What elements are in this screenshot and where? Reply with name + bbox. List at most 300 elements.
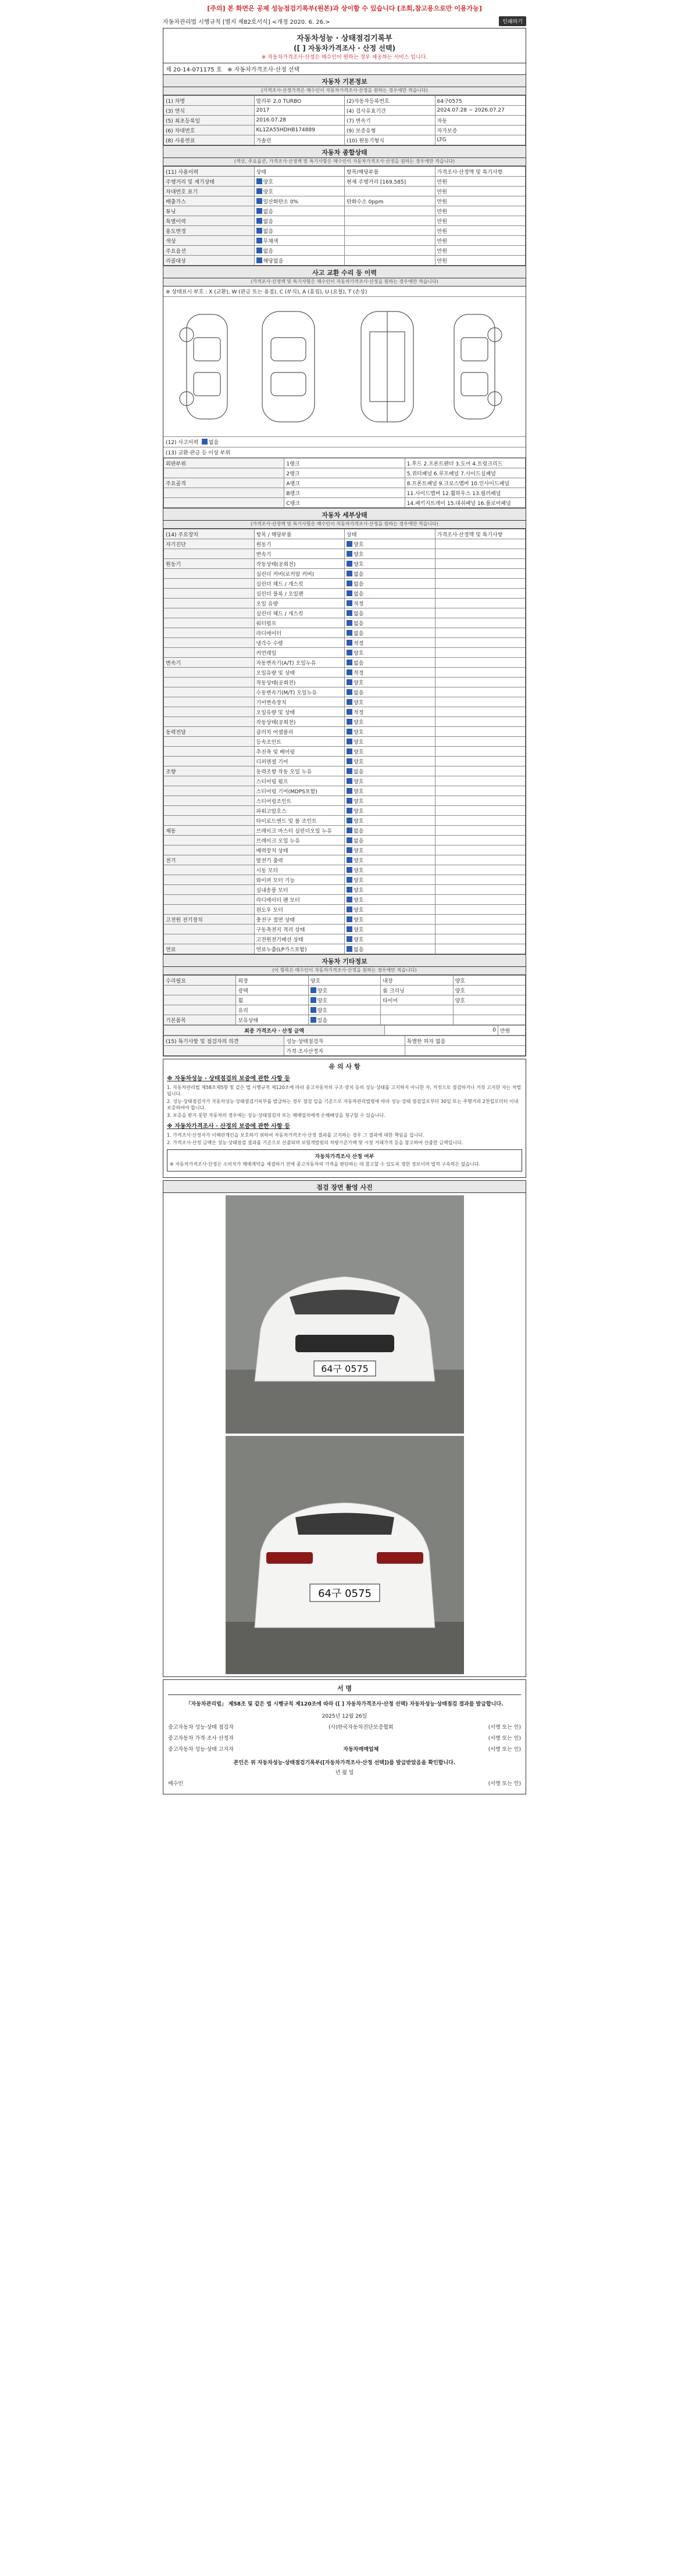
detail-row-cell	[435, 885, 526, 895]
status-row-cell	[435, 256, 526, 266]
other-info-row-text: 양호	[317, 1008, 328, 1014]
checked-box	[347, 818, 352, 823]
status-row-text: 만원	[437, 248, 447, 255]
detail-row-text: 조향	[166, 769, 176, 775]
status-row-text: 튜닝	[166, 209, 176, 215]
detail-row	[164, 668, 526, 678]
status-row-cell	[254, 206, 345, 216]
form-subtitle: ([ ] 자동차가격조사 · 산정 선택)	[294, 44, 395, 52]
detail-row-cell	[435, 707, 526, 717]
other-info-row-text: 양호	[317, 988, 328, 994]
checked-box	[347, 867, 352, 873]
detail-row-cell	[435, 915, 526, 925]
detail-row-text: 양호	[354, 887, 364, 894]
detail-row	[164, 934, 526, 944]
detail-row-text: 충전구 절연 상태	[256, 917, 295, 923]
status-row-text: 주행거리 및 계기상태	[166, 179, 215, 185]
detail-row-cell	[164, 687, 255, 697]
detail-row-text: 동력조향 작동 오일 누유	[256, 769, 312, 775]
detail-row-text: 오일 유량	[256, 601, 279, 607]
checked-box	[347, 581, 352, 586]
detail-row	[164, 885, 526, 895]
checked-box	[347, 630, 352, 636]
status-row-text: 상태	[256, 169, 266, 175]
accident-row-cell	[284, 498, 405, 508]
photo-section	[163, 1180, 526, 1677]
checked-box	[347, 808, 352, 814]
detail-row-text: 발전기 출력	[256, 858, 283, 864]
status-row-cell	[254, 226, 345, 236]
checked-box	[256, 228, 262, 234]
other-info-row-text: 양호	[310, 978, 321, 984]
detail-row-text: 고전원 전기장치	[166, 917, 203, 923]
price-selection-text: ※ 자동차가격조사·산정은 소비자가 매매계약을 체결하기 전에 중고자동차의 가격을 판단하는 데 참고할 수 있도록 정한 정보이며 법적 구속력은 없습니다.	[170, 1162, 481, 1167]
detail-row-cell	[345, 569, 435, 579]
checked-box	[347, 748, 352, 754]
status-row-text: 만원	[437, 209, 447, 215]
other-info-subtitle: (이 항목은 매수인이 자동차가격조사·산정을 원하는 경우에만 적습니다)	[163, 967, 526, 975]
detail-row-text: 구동축전지 격리 상태	[256, 927, 305, 933]
detail-row-text: 상태	[347, 532, 357, 538]
detail-row-text: 없음	[354, 690, 364, 696]
detail-row-cell	[164, 875, 255, 885]
detail-row-text: 오일유량 및 상태	[256, 710, 295, 716]
other-info-row-cell	[381, 986, 453, 995]
detail-row-cell	[164, 934, 255, 944]
basic-info-row-cell	[345, 106, 435, 116]
basic-info-row-cell	[435, 135, 526, 145]
final-price-value: 0	[385, 1026, 498, 1036]
detail-row-cell	[345, 944, 435, 954]
buyer-confirm-text: 본인은 위 자동차성능·상태점검기록부([자동차가격조사·산정 선택])를 발급받았음을 확인합니다.	[233, 1760, 456, 1766]
detail-row-cell	[254, 865, 345, 875]
status-row	[164, 196, 526, 206]
detail-row-cell	[164, 796, 255, 806]
detail-row-text: 양호	[354, 927, 364, 933]
detail-row-cell	[345, 905, 435, 915]
detail-row	[164, 855, 526, 865]
price-check-label: ※ 자동차가격조사·산정 선택	[227, 67, 300, 73]
detail-row-cell	[164, 697, 255, 707]
detail-row-cell	[164, 737, 255, 747]
detail-row-text: 브레이크 오일 누유	[256, 838, 300, 844]
detail-row-cell	[164, 905, 255, 915]
checked-box	[347, 551, 352, 557]
other-info-row	[164, 976, 526, 986]
detail-row-cell	[254, 796, 345, 806]
accident-row-cell	[405, 488, 525, 498]
basic-info-row	[164, 126, 526, 135]
detail-row	[164, 599, 526, 608]
checked-box	[347, 729, 352, 735]
other-info-row-text: 외장	[238, 978, 248, 984]
buyer-seal: (서명 또는 인)	[488, 1781, 521, 1787]
status-row-cell	[345, 167, 435, 177]
detail-row-cell	[164, 549, 255, 559]
detail-row	[164, 618, 526, 628]
checked-box	[310, 1017, 316, 1023]
detail-row-cell	[254, 934, 345, 944]
other-info-row-cell	[453, 976, 525, 986]
price-selection-box	[167, 1149, 522, 1171]
checked-box	[347, 758, 352, 764]
accident-legend-note: ※ 상태표시 부호 : X (교환), W (판금 또는 용접), C (부식), A (흠집), U (요철), T (손상)	[163, 286, 526, 297]
status-row	[164, 226, 526, 236]
checked-box	[347, 660, 352, 665]
detail-row-cell	[164, 618, 255, 628]
checked-box	[347, 600, 352, 606]
detail-row-cell	[164, 786, 255, 796]
detail-row-cell	[435, 816, 526, 826]
other-info-row-cell	[236, 1015, 308, 1025]
detail-row-text: 스티어링조인트	[256, 798, 292, 805]
detail-row-text: 변속기	[256, 551, 272, 558]
law-reference: 자동차관리법 시행규칙 [별지 제82호서식] <개정 2020. 6. 26.>	[163, 19, 330, 26]
checked-box	[347, 768, 352, 774]
inspector-row	[164, 1036, 526, 1046]
detail-row-text: 양호	[354, 759, 364, 765]
detail-row-cell	[345, 697, 435, 707]
detail-row-cell	[164, 806, 255, 816]
replaced-parts-title: (13) 교환·판금 등 이상 부위	[163, 447, 526, 458]
price-selection-title: 자동차가격조사 산정 여부	[315, 1154, 374, 1160]
detail-row-text: 없음	[354, 947, 364, 953]
detail-row	[164, 925, 526, 934]
status-row-cell	[345, 196, 435, 206]
detail-row-cell	[435, 549, 526, 559]
detail-row-cell	[254, 757, 345, 766]
detail-row	[164, 816, 526, 826]
accident-row-cell	[405, 478, 525, 488]
other-info-row	[164, 1015, 526, 1025]
detail-row-cell	[345, 559, 435, 569]
detail-row	[164, 687, 526, 697]
detail-row	[164, 786, 526, 796]
accident-row-text: C랭크	[286, 500, 301, 507]
detail-row-text: 브레이크 마스터 실린더오일 누유	[256, 828, 332, 834]
accident-row-cell	[164, 468, 284, 478]
buyer-date: 년 월 일	[335, 1770, 354, 1776]
final-price-table	[163, 1025, 526, 1036]
basic-info-row-text: (8) 사용연료	[166, 138, 195, 144]
status-row-text: 색상	[166, 238, 176, 245]
detail-row-cell	[254, 658, 345, 668]
detail-row-cell	[254, 766, 345, 776]
other-info-row	[164, 986, 526, 995]
accident-row	[164, 488, 526, 498]
signer-org-dealer: 자동차매매업체	[343, 1747, 379, 1753]
checked-box	[347, 709, 352, 715]
detail-row-text: 실내송풍 모터	[256, 887, 288, 894]
detail-row-text: 없음	[354, 828, 364, 834]
basic-info-row-text: KL1ZA55HDHB174889	[256, 127, 315, 133]
car-outline-diagram	[163, 297, 527, 436]
final-price-unit: 만원	[498, 1026, 526, 1036]
status-row-cell	[164, 256, 255, 266]
detail-row	[164, 589, 526, 599]
other-info-row	[164, 995, 526, 1005]
inspector-row	[164, 1046, 526, 1056]
detail-row-cell	[164, 628, 255, 638]
other-info-row-cell	[164, 1015, 236, 1025]
status-row-cell	[164, 167, 255, 177]
detail-row-cell	[254, 599, 345, 608]
basic-info-row-text: 2024.07.28 ~ 2026.07.27	[437, 108, 505, 113]
other-info-row-cell	[164, 976, 236, 986]
detail-row-cell	[435, 875, 526, 885]
basic-info-row-cell	[435, 106, 526, 116]
detail-row-cell	[254, 776, 345, 786]
basic-info-row-text: 자가보증	[437, 128, 458, 134]
checked-box	[347, 590, 352, 596]
detail-row-text: 양호	[354, 848, 364, 854]
detail-row-cell	[435, 776, 526, 786]
status-row-cell	[345, 216, 435, 226]
checked-box	[256, 208, 262, 214]
detail-row-text: 등속조인트	[256, 739, 281, 746]
detail-row-cell	[435, 757, 526, 766]
print-button[interactable]: 인쇄하기	[499, 16, 526, 26]
other-info-row-text: 양호	[455, 978, 465, 984]
detail-row	[164, 757, 526, 766]
detail-row-cell	[254, 678, 345, 687]
basic-info-row-text: LTG	[437, 137, 447, 143]
status-row	[164, 236, 526, 246]
detail-row-cell	[164, 608, 255, 618]
basic-info-row-cell	[254, 116, 345, 126]
detail-row-cell	[435, 905, 526, 915]
other-info-row-cell	[453, 1005, 525, 1015]
detail-row-text: 양호	[354, 897, 364, 904]
detail-row-cell	[164, 589, 255, 599]
other-info-row-cell	[164, 995, 236, 1005]
other-info-row-cell	[308, 1015, 380, 1025]
status-row-cell	[435, 216, 526, 226]
detail-row-text: 양호	[354, 868, 364, 874]
accident-row-cell	[405, 498, 525, 508]
other-info-row-text: 있음	[317, 1017, 328, 1024]
inspector-row-text: 성능·상태점검자	[286, 1038, 324, 1045]
detail-row-cell	[254, 589, 345, 599]
status-row-text: 만원	[437, 179, 447, 185]
signer-org-inspector: (사)한국자동차진단보증협회	[329, 1725, 394, 1731]
detail-row-text: 양호	[354, 779, 364, 785]
detail-row-cell	[164, 895, 255, 905]
detail-row	[164, 569, 526, 579]
other-info-row-cell	[381, 976, 453, 986]
status-row-cell	[345, 226, 435, 236]
accident-parts-table	[163, 458, 526, 508]
detail-row-text: 없음	[354, 581, 364, 587]
inspector-row-cell	[284, 1036, 405, 1046]
status-row	[164, 246, 526, 256]
other-info-row-cell	[236, 995, 308, 1005]
detail-row-text: 클러치 어셈블리	[256, 729, 294, 736]
accident-row	[164, 498, 526, 508]
detail-row-text: 양호	[354, 680, 364, 686]
accident-row-cell	[405, 468, 525, 478]
detail-row-cell	[435, 668, 526, 678]
notice-paragraph-1: 1. 자동차관리법 제58조제5항 및 같은 법 시행규칙 제120조에 따라 중고자동차의 구조·장치 등의 성능·상태를 고지하지 아니한 자, 거짓으로 점검하거나 거짓 고지한 자는 처벌됩니다.	[167, 1085, 522, 1097]
status-row-cell	[164, 196, 255, 206]
signature-title: 서 명	[168, 1683, 521, 1695]
detail-row	[164, 766, 526, 776]
checked-box	[347, 669, 352, 675]
accident-subtitle: (가격조사·산정액 및 특기사항은 매수인이 자동차가격조사·산정을 원하는 경우에만 적습니다)	[163, 278, 526, 286]
inspection-form	[163, 28, 526, 1056]
status-row-cell	[254, 246, 345, 256]
detail-row-cell	[345, 836, 435, 845]
detail-row-cell	[345, 618, 435, 628]
detail-row	[164, 539, 526, 549]
status-row-text: 배출가스	[166, 199, 186, 205]
status-row-text: 탄화수소 0ppm	[347, 199, 384, 205]
document-page	[163, 0, 526, 1794]
basic-info-row-text: (9) 보증유형	[347, 128, 376, 134]
detail-row-text: 양호	[354, 542, 364, 548]
status-row-text: 차대번호 표기	[166, 189, 198, 195]
detail-row-cell	[254, 618, 345, 628]
checked-box	[347, 541, 352, 547]
basic-info-row-text: 자동	[437, 118, 447, 124]
detail-row-cell	[164, 747, 255, 757]
detail-row-cell	[164, 569, 255, 579]
detail-row-cell	[435, 826, 526, 836]
detail-row-text: 양호	[354, 729, 364, 736]
document-number: 제 20-14-071175 호	[166, 67, 222, 73]
detail-row-cell	[164, 678, 255, 687]
checked-box	[256, 198, 262, 204]
checked-box	[347, 837, 352, 843]
detail-row-text: 없음	[354, 611, 364, 617]
detail-row	[164, 638, 526, 648]
detail-row-cell	[164, 648, 255, 658]
basic-info-row-text: 2017	[256, 108, 270, 113]
other-info-row-text: 유리	[238, 1008, 248, 1014]
other-info-row-text: 양호	[455, 988, 465, 994]
other-info-row-text: 룸 크리닝	[383, 988, 405, 994]
detail-row-cell	[164, 865, 255, 875]
notice-paragraph-4: 1. 가격조사·산정자가 이해관계인을 보호하기 위하여 자동차가격조사·산정 결과를 고지하는 경우 그 결과에 대한 책임을 집니다.	[167, 1133, 424, 1138]
detail-row-text: 없음	[354, 660, 364, 667]
accident-row-text: 2랭크	[286, 471, 300, 477]
detail-row-text: 양호	[354, 650, 364, 657]
status-row-text: 항목/해당부품	[347, 169, 379, 175]
detail-row-text: 냉각수 수량	[256, 640, 283, 647]
detail-row-text: 실린더 헤드 / 개스킷	[256, 581, 304, 587]
detail-row	[164, 737, 526, 747]
inspector-row-cell	[164, 1046, 284, 1056]
status-row-cell	[164, 187, 255, 196]
status-row-text: 없음	[263, 228, 273, 235]
detail-row-text: 작동상태(공회전)	[256, 561, 296, 568]
status-row-text: 만원	[437, 238, 447, 245]
warning-banner: [주의] 본 화면은 공제 성능점검기록부(원본)과 상이할 수 있습니다 [조회,참고용으로만 이용가능]	[207, 5, 482, 12]
photo-title: 점검 장면 촬영 사진	[163, 1181, 526, 1193]
checked-box	[256, 248, 262, 253]
status-row-cell	[254, 196, 345, 206]
status-row	[164, 206, 526, 216]
detail-row-cell	[435, 865, 526, 875]
detail-row-text: 양호	[354, 789, 364, 795]
other-info-row-text: 광택	[238, 988, 248, 994]
basic-info-row-text: 가솔린	[256, 138, 272, 144]
status-row-text: 만원	[437, 258, 447, 264]
checked-box	[347, 719, 352, 725]
detail-row-text: 적정	[354, 710, 364, 716]
checked-box	[347, 926, 352, 932]
accident-row-text: 주요골격	[166, 481, 186, 487]
detail-row-text: 없음	[354, 838, 364, 844]
detail-row-cell	[164, 529, 255, 539]
detail-row-cell	[435, 855, 526, 865]
status-row-text: 리콜대상	[166, 258, 186, 264]
status-row-cell	[435, 177, 526, 187]
detail-row-text: 양호	[354, 858, 364, 864]
detail-row-cell	[164, 658, 255, 668]
status-row-text: 만원	[437, 228, 447, 235]
status-row-cell	[345, 177, 435, 187]
detail-row-text: 적정	[354, 601, 364, 607]
detail-row	[164, 944, 526, 954]
detail-row-cell	[435, 638, 526, 648]
detail-row-cell	[164, 668, 255, 678]
detail-row	[164, 826, 526, 836]
detail-row-cell	[164, 579, 255, 589]
status-row-cell	[164, 226, 255, 236]
detail-row-text: 제동	[166, 828, 176, 834]
detail-row-text: 추진축 및 베어링	[256, 749, 295, 755]
other-info-row-text: 타이어	[383, 998, 398, 1004]
status-row-cell	[435, 226, 526, 236]
inspector-row-cell	[164, 1036, 284, 1046]
status-row-text: 만원	[437, 199, 447, 205]
other-info-row-text: 내장	[383, 978, 393, 984]
basic-info-row-text: (6) 차대번호	[166, 128, 195, 134]
other-info-row-cell	[308, 1005, 380, 1015]
detail-row-cell	[164, 776, 255, 786]
notice-title: 유 의 사 항	[329, 1063, 360, 1070]
detail-row-text: 양호	[354, 551, 364, 558]
status-subtitle: (색상, 주요옵션, 가격조사·산정액 및 특기사항은 매수인이 자동차가격조사·산정을 원하는 경우에만 적습니다)	[163, 158, 526, 166]
basic-info-row-text: (3) 연식	[166, 108, 185, 114]
detail-row-cell	[164, 845, 255, 855]
detail-row-cell	[435, 895, 526, 905]
basic-info-row-cell	[435, 116, 526, 126]
other-info-row-cell	[453, 995, 525, 1005]
detail-row-cell	[345, 826, 435, 836]
detail-row-text: 고전원전기배선 상태	[256, 937, 304, 943]
checked-box	[347, 561, 352, 567]
status-row-cell	[435, 167, 526, 177]
detail-row-cell	[435, 944, 526, 954]
basic-info-row-cell	[254, 96, 345, 106]
detail-row-cell	[435, 628, 526, 638]
detail-row-cell	[164, 826, 255, 836]
basic-info-row-cell	[164, 106, 255, 116]
status-row-cell	[435, 236, 526, 246]
detail-row-text: 동력전달	[166, 729, 186, 736]
accident-row-text: 8.프론트패널 9.크로스멤버 10.인사이드패널	[406, 481, 509, 487]
detail-row-cell	[435, 766, 526, 776]
detail-row-cell	[254, 668, 345, 678]
checked-box	[256, 188, 262, 194]
detail-row-cell	[164, 717, 255, 727]
detail-row-text: 오일유량 및 상태	[256, 670, 295, 676]
detail-row-cell	[254, 529, 345, 539]
inspector-row-cell	[284, 1046, 405, 1056]
detail-row-text: 워터펌프	[256, 621, 277, 627]
